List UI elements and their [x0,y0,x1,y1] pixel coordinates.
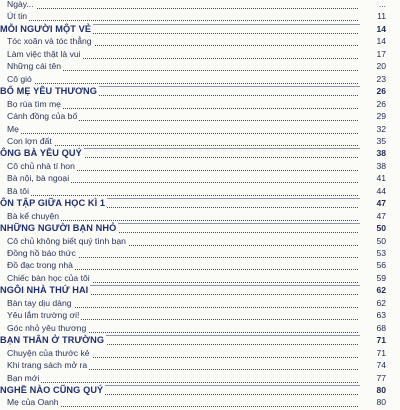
entry-title: Góc nhỏ yêu thương [7,322,87,333]
entry-title: Bọ rùa tìm mẹ [7,98,61,109]
entry-title: Bà nội, bà ngoại [7,173,70,184]
entry-title: Đồ đạc trong nhà [7,260,73,271]
page-number: 80 [376,384,386,395]
entry-title: Cánh đồng của bố [7,111,78,122]
entry-title: Bàn tay dịu dàng [7,297,72,308]
page-number: 44 [376,185,386,196]
section-title: MỖI NGƯỜI MỘT VẺ [0,23,92,34]
entry-title: Những cái tên [7,61,62,72]
entry-title: Bà kể chuyện [7,210,60,221]
dot-leader [7,8,358,9]
page-number: 47 [376,198,386,209]
entry-title: Cô chủ không biết quý tình bạn [7,235,126,246]
page-number: 74 [376,360,386,371]
entry-title: Mẹ của Oanh [7,397,59,408]
page-number: 62 [376,285,386,296]
page-number: 56 [376,260,386,271]
page-number: 77 [376,372,386,383]
entry-title: Đồng hồ báo thức [7,248,76,258]
page-number: 11 [377,11,386,22]
entry-title: Khi trang sách mở ra [7,360,88,371]
entry-title: Yêu lắm trường ơi! [7,310,80,321]
dot-leader [7,133,358,134]
entry-title: Cô chủ nhà tí hon [7,160,75,171]
page-number: 71 [376,335,386,346]
page-number: ... [378,0,386,9]
page-number: 63 [376,310,386,321]
page-number: 50 [376,235,386,246]
page-number: 35 [376,135,386,146]
page-number: 41 [376,173,386,184]
page-number: 29 [376,111,386,122]
section-title: NHỮNG NGƯỜI BẠN NHỎ [0,223,117,234]
entry-title: Chiếc bàn học của tôi [7,272,90,283]
page-number: 47 [376,210,386,221]
page-number: 23 [376,73,386,84]
page-number: 80 [376,397,386,408]
page-number: 59 [376,272,386,283]
entry-title: Tóc xoăn và tóc thẳng [7,36,92,47]
page-number: 53 [376,248,386,258]
page-number: 71 [376,347,386,358]
entry-title: Mẹ [7,123,19,134]
page-number: 38 [376,148,386,159]
entry-title: Út tin [7,11,28,22]
page-number: 14 [376,23,386,34]
entry-title: Chuyện của thước kẻ [7,347,90,358]
section-title: BỐ MẸ YÊU THƯƠNG [0,86,98,97]
entry-title: Bạn mới [7,372,40,383]
page-number: 14 [376,36,386,47]
section-title: ÔN TẬP GIỮA HỌC KÌ 1 [0,198,106,209]
page-number: 26 [376,86,386,97]
entry-title: Làm việc thật là vui [7,48,81,59]
section-title: ÔNG BÀ YÊU QUÝ [0,148,82,159]
entry-title: Bà tôi [7,185,29,196]
entry-title: Ngày... [7,0,36,11]
toc-entry [0,396,400,410]
section-title: NGHỀ NÀO CŨNG QUÝ [0,384,104,395]
page-number: 68 [376,322,386,333]
page-number: 50 [376,223,386,234]
section-title: BẠN THÂN Ở TRƯỜNG [0,335,105,346]
entry-title: Con lợn đất [7,135,52,146]
page-number: 32 [376,123,386,134]
page-number: 62 [376,297,386,308]
page-number: 38 [376,160,386,171]
entry-title: Cô gió [7,73,32,84]
page-number: 26 [376,98,386,109]
page-number: 20 [376,61,386,72]
page-number: 17 [376,48,386,59]
section-title: NGÔI NHÀ THỨ HAI [0,285,89,296]
